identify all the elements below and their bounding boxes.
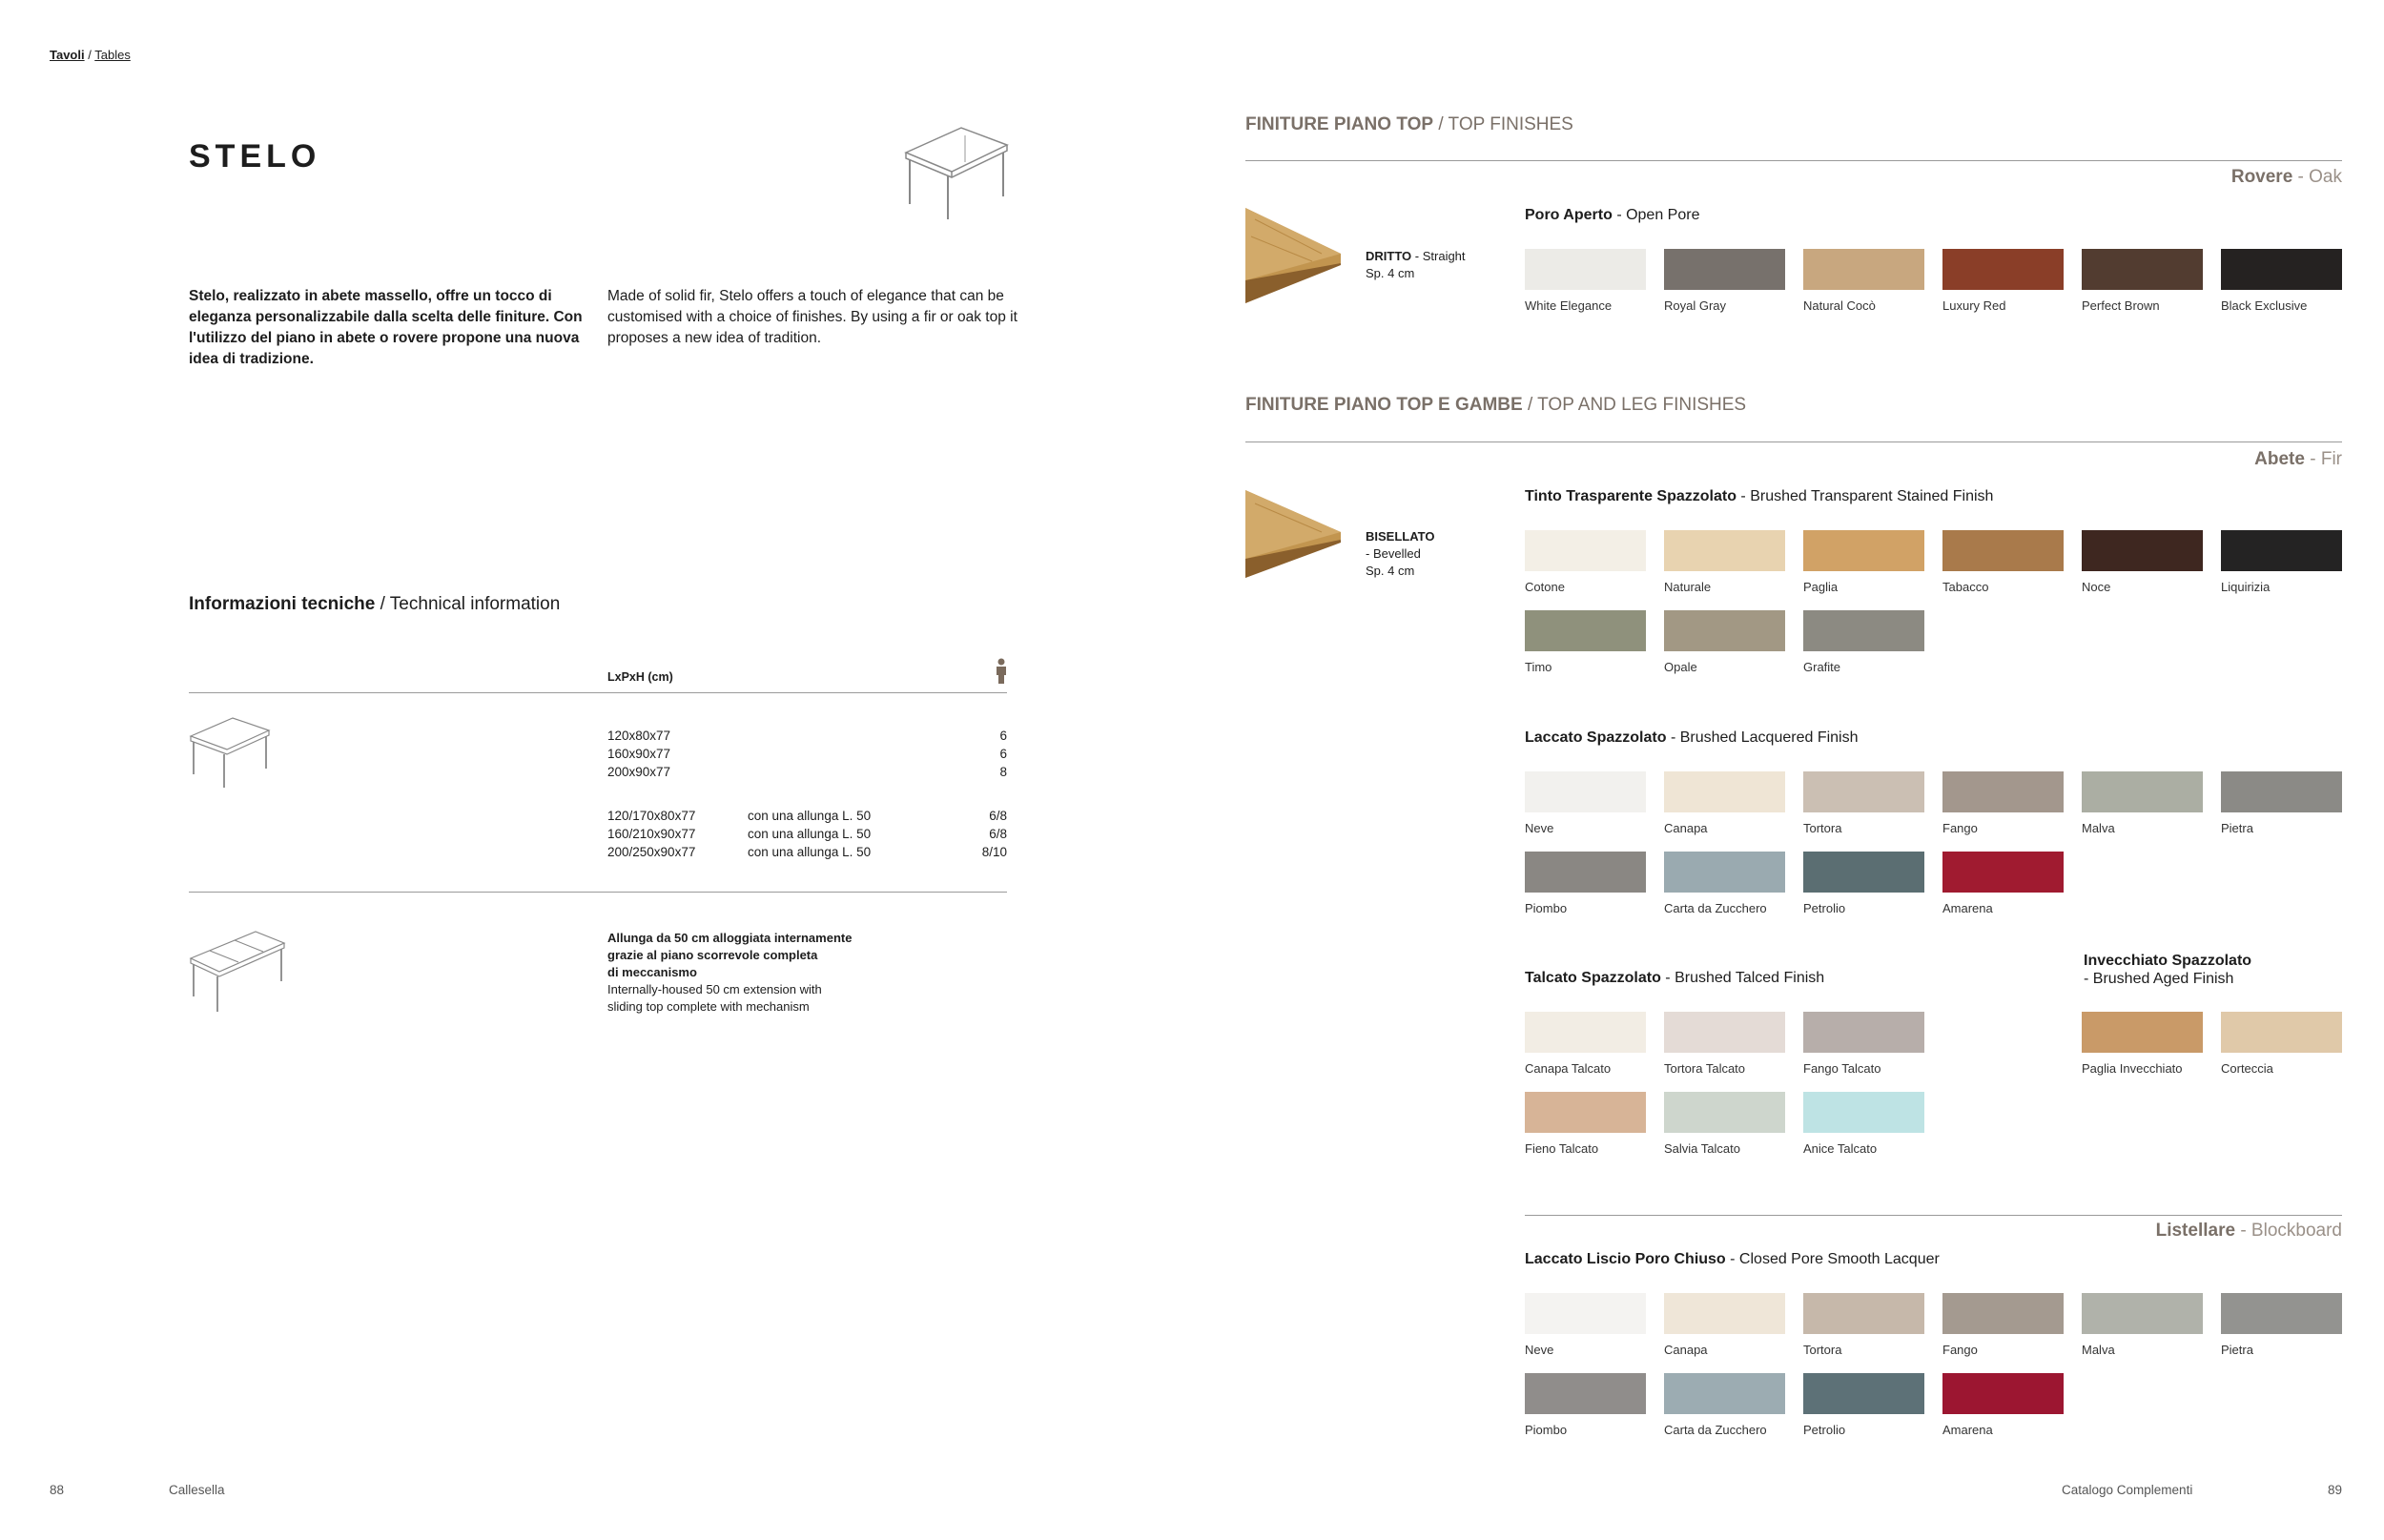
- dim-row: 200/250x90x77: [607, 845, 696, 859]
- note-it-line: di meccanismo: [607, 965, 697, 979]
- product-title: STELO: [189, 138, 321, 175]
- finish-swatch-label: Fango: [1942, 1343, 1978, 1357]
- table-illustration-icon: [904, 124, 1011, 224]
- note-it-line: Allunga da 50 cm alloggiata internamente: [607, 931, 853, 945]
- finish-swatch[interactable]: [1942, 1373, 2064, 1414]
- finish-swatch[interactable]: [1525, 1012, 1646, 1053]
- finish-swatch[interactable]: [1803, 852, 1924, 893]
- edge-straight-en: - Straight: [1414, 249, 1466, 263]
- finish-swatch[interactable]: [2082, 771, 2203, 812]
- finish-swatch[interactable]: [1664, 530, 1785, 571]
- finish-swatch-label: Amarena: [1942, 1423, 1993, 1437]
- top-finishes-title-it: FINITURE PIANO TOP: [1245, 114, 1434, 134]
- finish-swatch-label: Perfect Brown: [2082, 298, 2160, 313]
- page-number-right: 89: [2327, 1483, 2342, 1497]
- finish-swatch-label: Tortora Talcato: [1664, 1061, 1746, 1076]
- open-pore-it: Poro Aperto: [1525, 207, 1613, 223]
- laccato-title-en: - Brushed Lacquered Finish: [1670, 729, 1859, 746]
- finish-swatch-label: Neve: [1525, 821, 1554, 835]
- edge-straight-it: DRITTO: [1366, 249, 1412, 263]
- finish-swatch-label: Canapa: [1664, 1343, 1708, 1357]
- breadcrumb-separator: /: [88, 48, 92, 62]
- finish-swatch[interactable]: [2082, 249, 2203, 290]
- finish-swatch[interactable]: [1942, 1293, 2064, 1334]
- finish-swatch-label: Fango Talcato: [1803, 1061, 1881, 1076]
- finish-swatch-label: Black Exclusive: [2221, 298, 2308, 313]
- finish-swatch[interactable]: [1803, 1373, 1924, 1414]
- finish-swatch[interactable]: [1664, 1373, 1785, 1414]
- dim-row: 120/170x80x77: [607, 809, 696, 823]
- finish-swatch[interactable]: [2221, 1012, 2342, 1053]
- finish-swatch-label: Opale: [1664, 660, 1697, 674]
- finish-swatch-label: Tortora: [1803, 1343, 1842, 1357]
- finish-swatch-label: Tabacco: [1942, 580, 1989, 594]
- finish-swatch-label: Grafite: [1803, 660, 1841, 674]
- bevelled-edge-plank-icon: [1245, 490, 1341, 581]
- fixed-seats-list: [950, 727, 1007, 781]
- fixed-dims-list: [607, 727, 670, 781]
- finish-swatch[interactable]: [1525, 249, 1646, 290]
- finish-swatch-label: Fieno Talcato: [1525, 1141, 1599, 1156]
- finish-swatch-label: Luxury Red: [1942, 298, 2006, 313]
- invecchiato-title: [2084, 952, 2251, 988]
- edge-bevelled-it: BISELLATO: [1366, 529, 1435, 544]
- finish-swatch[interactable]: [2082, 530, 2203, 571]
- extend-note: con una allunga L. 50: [748, 809, 872, 823]
- fixed-table-icon: [189, 715, 271, 791]
- finish-swatch[interactable]: [2082, 1012, 2203, 1053]
- open-pore-title: [1525, 207, 1699, 224]
- wood-fir-en: - Fir: [2310, 449, 2342, 469]
- note-it-line: grazie al piano scorrevole completa: [607, 948, 818, 962]
- wood-fir-it: Abete: [2254, 449, 2305, 469]
- blockboard-title-it: Laccato Liscio Poro Chiuso: [1525, 1251, 1726, 1267]
- finish-swatch[interactable]: [2221, 249, 2342, 290]
- seat-count: 6/8: [989, 827, 1007, 841]
- dim-row: 160/210x90x77: [607, 827, 696, 841]
- tech-title-it: Informazioni tecniche: [189, 594, 376, 614]
- page-number-left: 88: [50, 1483, 65, 1497]
- description-en: Made of solid fir, Stelo offers a touch of elegance that can be customised with a choice of finishes. By using a fir or oak top it proposes a new idea of tradition.: [607, 288, 1017, 346]
- finish-swatch[interactable]: [1664, 249, 1785, 290]
- finish-swatch[interactable]: [1525, 852, 1646, 893]
- wood-fir-label: [1245, 449, 2342, 470]
- wood-oak-it: Rovere: [2230, 167, 2293, 187]
- top-finishes-title-en: / TOP FINISHES: [1438, 114, 1573, 134]
- finish-swatch[interactable]: [1664, 852, 1785, 893]
- finish-swatch[interactable]: [1664, 610, 1785, 651]
- finish-swatch[interactable]: [1803, 771, 1924, 812]
- finish-swatch-label: Royal Gray: [1664, 298, 1727, 313]
- finish-swatch[interactable]: [2221, 1293, 2342, 1334]
- finish-swatch[interactable]: [1525, 1293, 1646, 1334]
- tinto-title: [1525, 488, 1993, 505]
- bevelled-edge-info: [1366, 528, 1434, 580]
- finish-swatch[interactable]: [1803, 1092, 1924, 1133]
- finish-swatch-label: Amarena: [1942, 901, 1993, 915]
- finish-swatch-label: Paglia Invecchiato: [2082, 1061, 2183, 1076]
- straight-edge-plank-icon: [1245, 208, 1341, 303]
- dim-row: 120x80x77: [607, 729, 671, 743]
- edge-thickness: Sp. 4 cm: [1366, 266, 1415, 280]
- finish-swatch-label: White Elegance: [1525, 298, 1613, 313]
- tinto-title-en: - Brushed Transparent Stained Finish: [1740, 488, 1994, 504]
- finish-swatch[interactable]: [2221, 530, 2342, 571]
- blockboard-title-en: - Closed Pore Smooth Lacquer: [1730, 1251, 1940, 1267]
- footer-catalog: Catalogo Complementi: [2062, 1483, 2193, 1497]
- extend-notes-list: [748, 807, 871, 861]
- finish-swatch[interactable]: [1942, 771, 2064, 812]
- seat-count: 6: [999, 747, 1007, 761]
- finish-swatch-label: Liquirizia: [2221, 580, 2271, 594]
- person-seats-icon: [995, 658, 1008, 685]
- finish-swatch-label: Malva: [2082, 821, 2115, 835]
- note-en-line: Internally-housed 50 cm extension with: [607, 982, 822, 996]
- leg-finishes-title: [1245, 395, 1746, 416]
- extend-note: con una allunga L. 50: [748, 845, 872, 859]
- finish-swatch-label: Piombo: [1525, 1423, 1568, 1437]
- talcato-title: [1525, 970, 1824, 987]
- finish-swatch-label: Pietra: [2221, 821, 2253, 835]
- finish-swatch-label: Noce: [2082, 580, 2111, 594]
- finish-swatch-label: Tortora: [1803, 821, 1842, 835]
- invecchiato-title-en: - Brushed Aged Finish: [2084, 971, 2234, 987]
- straight-edge-info: [1366, 248, 1466, 282]
- table-divider-top: [189, 692, 1007, 693]
- table-divider-bottom: [189, 892, 1007, 893]
- blockboard-title: [1525, 1251, 1940, 1268]
- laccato-title-it: Laccato Spazzolato: [1525, 729, 1667, 746]
- finish-swatch[interactable]: [1664, 1092, 1785, 1133]
- finish-swatch-label: Petrolio: [1803, 901, 1846, 915]
- description-it: Stelo, realizzato in abete massello, offre un tocco di eleganza personalizzabile dalla scelta delle finiture. Con l'utilizzo del piano in abete o rovere propone una nuova idea di tradizione.: [189, 288, 583, 367]
- finish-swatch[interactable]: [1525, 771, 1646, 812]
- finish-swatch-label: Canapa: [1664, 821, 1708, 835]
- talcato-title-it: Talcato Spazzolato: [1525, 970, 1661, 986]
- open-pore-en: - Open Pore: [1616, 207, 1700, 223]
- finish-swatch[interactable]: [1664, 1293, 1785, 1334]
- wood-blockboard-label: [1525, 1221, 2342, 1242]
- finish-swatch-label: Anice Talcato: [1803, 1141, 1878, 1156]
- finish-swatch[interactable]: [1803, 249, 1924, 290]
- finish-swatch[interactable]: [1803, 1012, 1924, 1053]
- finish-swatch-label: Salvia Talcato: [1664, 1141, 1740, 1156]
- tinto-title-it: Tinto Trasparente Spazzolato: [1525, 488, 1737, 504]
- finish-swatch-label: Corteccia: [2221, 1061, 2273, 1076]
- finish-swatch[interactable]: [1942, 249, 2064, 290]
- finish-swatch-label: Piombo: [1525, 901, 1568, 915]
- finish-swatch-label: Carta da Zucchero: [1664, 1423, 1767, 1437]
- tech-title-en: / Technical information: [380, 594, 561, 614]
- top-finishes-divider: [1245, 160, 2342, 161]
- dim-row: 200x90x77: [607, 765, 671, 779]
- finish-swatch-label: Petrolio: [1803, 1423, 1846, 1437]
- extension-note: [607, 930, 894, 1016]
- finish-swatch[interactable]: [1803, 530, 1924, 571]
- finish-swatch-label: Fango: [1942, 821, 1978, 835]
- finish-swatch[interactable]: [2082, 1293, 2203, 1334]
- finish-swatch[interactable]: [1942, 852, 2064, 893]
- leg-finishes-divider: [1245, 441, 2342, 442]
- finish-swatch-label: Pietra: [2221, 1343, 2253, 1357]
- seat-count: 8: [999, 765, 1007, 779]
- seat-count: 6: [999, 729, 1007, 743]
- finish-swatch[interactable]: [1803, 610, 1924, 651]
- extend-seats-list: [950, 807, 1007, 861]
- breadcrumb-current[interactable]: Tavoli: [50, 48, 85, 62]
- wood-oak-en: - Oak: [2297, 167, 2342, 187]
- finish-swatch-label: Cotone: [1525, 580, 1565, 594]
- finish-swatch-label: Naturale: [1664, 580, 1712, 594]
- finish-swatch-label: Carta da Zucchero: [1664, 901, 1767, 915]
- talcato-title-en: - Brushed Talced Finish: [1665, 970, 1825, 986]
- breadcrumb-en[interactable]: Tables: [94, 48, 131, 62]
- finish-swatch-label: Canapa Talcato: [1525, 1061, 1612, 1076]
- extend-dims-list: [607, 807, 695, 861]
- finish-swatch[interactable]: [1525, 610, 1646, 651]
- extending-table-icon: [189, 930, 288, 1016]
- seat-count: 6/8: [989, 809, 1007, 823]
- laccato-title: [1525, 729, 1859, 747]
- invecchiato-title-it: Invecchiato Spazzolato: [2084, 953, 2252, 969]
- finish-swatch[interactable]: [2221, 771, 2342, 812]
- edge-thickness: Sp. 4 cm: [1366, 564, 1415, 578]
- finish-swatch[interactable]: [1525, 530, 1646, 571]
- top-finishes-title: [1245, 114, 1573, 135]
- dim-row: 160x90x77: [607, 747, 671, 761]
- finish-swatch[interactable]: [1525, 1092, 1646, 1133]
- seat-count: 8/10: [981, 845, 1007, 859]
- finish-swatch-label: Paglia: [1803, 580, 1839, 594]
- leg-finishes-title-en: / TOP AND LEG FINISHES: [1527, 395, 1747, 415]
- finish-swatch[interactable]: [1803, 1293, 1924, 1334]
- wood-blockboard-it: Listellare: [2155, 1221, 2236, 1241]
- wood-blockboard-en: - Blockboard: [2240, 1221, 2342, 1241]
- finish-swatch[interactable]: [1664, 771, 1785, 812]
- leg-finishes-title-it: FINITURE PIANO TOP E GAMBE: [1245, 395, 1523, 415]
- tech-info-title: [189, 594, 560, 615]
- edge-bevelled-en: - Bevelled: [1366, 546, 1421, 561]
- dims-header: LxPxH (cm): [607, 670, 673, 684]
- finish-swatch-label: Natural Cocò: [1803, 298, 1876, 313]
- finish-swatch-label: Timo: [1525, 660, 1552, 674]
- blockboard-divider: [1525, 1215, 2342, 1216]
- finish-swatch-label: Neve: [1525, 1343, 1554, 1357]
- breadcrumb: [50, 48, 131, 62]
- note-en-line: sliding top complete with mechanism: [607, 999, 810, 1014]
- finish-swatch[interactable]: [1942, 530, 2064, 571]
- finish-swatch-label: Malva: [2082, 1343, 2115, 1357]
- footer-brand: Callesella: [169, 1483, 225, 1497]
- finish-swatch[interactable]: [1525, 1373, 1646, 1414]
- wood-oak-label: [1245, 167, 2342, 188]
- extend-note: con una allunga L. 50: [748, 827, 872, 841]
- finish-swatch[interactable]: [1664, 1012, 1785, 1053]
